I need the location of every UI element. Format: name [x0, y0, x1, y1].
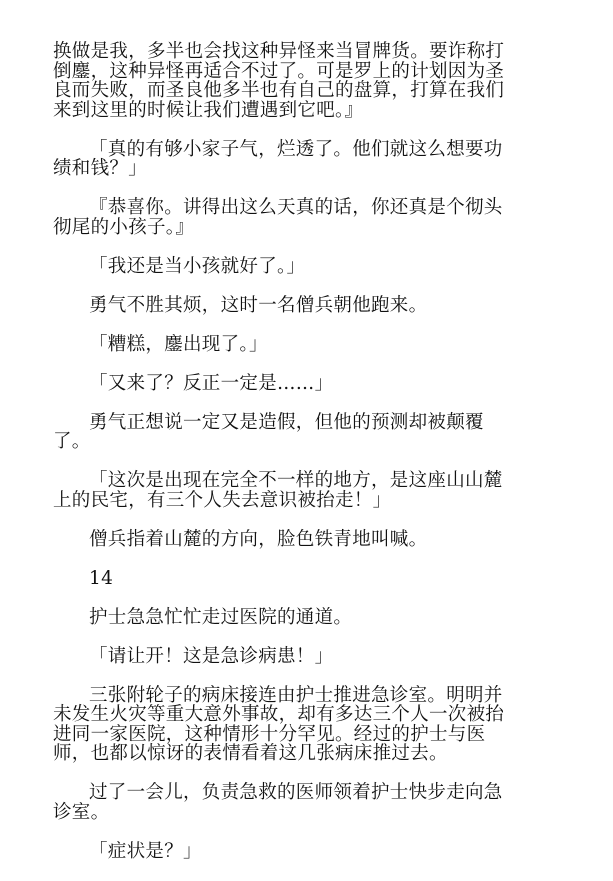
paragraph: 过了一会儿，负责急救的医师领着护士快步走向急诊室。: [53, 782, 503, 823]
paragraph: 勇气不胜其烦，这时一名僧兵朝他跑来。: [89, 294, 428, 316]
paragraph: 护士急急忙忙走过医院的通道。: [89, 606, 353, 628]
paragraph: 「真的有够小家子气，烂透了。他们就这么想要功绩和钱？」: [53, 138, 503, 179]
section-number: 14: [89, 567, 114, 589]
document-page: [53, 42, 515, 881]
paragraph: 『恭喜你。讲得出这么天真的话，你还真是个彻头彻尾的小孩子。』: [53, 197, 503, 238]
paragraph: 勇气正想说一定又是造假，但他的预测却被颠覆了。: [53, 411, 484, 452]
paragraph: 「症状是？」: [89, 840, 202, 862]
paragraph: 换做是我，多半也会找这种异怪来当冒牌货。要诈称打倒鏖，这种异怪再适合不过了。可是罗上的计划因为圣良而失败，而圣良他多半也有自己的盘算，打算在我们来到这里的时候让我们遭遇到它吧。』: [53, 41, 505, 121]
paragraph: 僧兵指着山麓的方向，脸色铁青地叫喊。: [89, 528, 428, 550]
paragraph: 「糟糕，鏖出现了。」: [89, 333, 268, 355]
paragraph: 「我还是当小孩就好了。」: [89, 255, 306, 277]
paragraph: 「这次是出现在完全不一样的地方，是这座山山麓上的民宅，有三个人失去意识被抬走！」: [53, 470, 503, 511]
paragraph: 「又来了？反正一定是……」: [89, 372, 334, 394]
paragraph: 「请让开！这是急诊病患！」: [89, 645, 334, 667]
paragraph: 三张附轮子的病床接连由护士推进急诊室。明明并未发生火灾等重大意外事故，却有多达三个人一次被抬进同一家医院，这种情形十分罕见。经过的护士与医师，也都以惊讶的表情看着这几张病床推过去。: [53, 684, 505, 764]
